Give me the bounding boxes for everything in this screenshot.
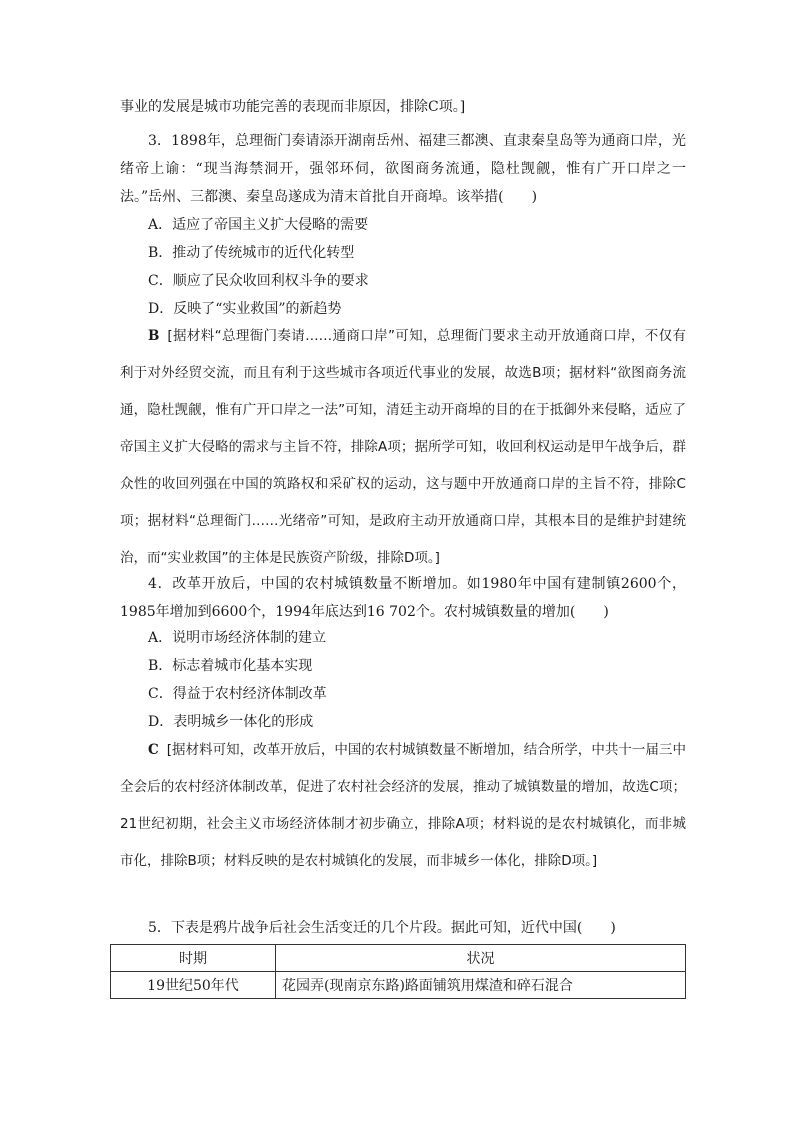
table-header-row: [111, 945, 686, 972]
previous-answer-tail: 事业的发展是城市功能完善的表现而非原因，排除C项。]: [120, 99, 466, 115]
table-cell-status: 花园弄(现南京东路)路面铺筑用煤渣和碎石混合: [276, 972, 686, 999]
question-4-explanation: [据材料可知，改革开放后，中国的农村城镇数量不断增加，结合所学，中共十一届三中全会后的农村经济体制改革，促进了农村社会经济的发展，推动了城镇数量的增加，故选C项；21世纪初期，社会主义市场经济体制才初步确立，排除A项；材料说的是农村城镇化，而非城市化，排除B项；材料反映的是农村城镇化的发展，而非城乡一体化，排除D项。]: [120, 742, 686, 869]
question-4: [120, 570, 686, 626]
table-cell-period: 19世纪50年代: [111, 972, 276, 999]
question-3-option-d: D．反映了“实业救国”的新趋势: [148, 301, 342, 317]
question-3-option-b: B．推动了传统城市的近代化转型: [148, 245, 355, 261]
table-header-period: 时期: [111, 945, 276, 972]
question-3-explanation: [据材料“总理衙门奏请……通商口岸”可知，总理衙门要求主动开放通商口岸，不仅有利于对外经贸交流，而且有利于这些城市各项近代事业的发展，故选B项；据材料“欲图商务流通，隐杜觊觎，惟有广开口岸之一法”可知，清廷主动开商埠的目的在于抵御外来侵略，适应了帝国主义扩大侵略的需求与主旨不符，排除A项；据所学可知，收回利权运动是甲午战争后，群众性的收回列强在中国的筑路权和采矿权的运动，这与题中开放通商口岸的主旨不符，排除C项；据材料“总理衙门……光绪帝”可知，是政府主动开放通商口岸，其根本目的是维护封建统治，而“实业救国”的主体是民族资产阶级，排除D项。]: [120, 328, 686, 566]
question-3-options: [148, 211, 369, 323]
question-3-stem: 3．1898年，总理衙门奏请添开湖南岳州、福建三都澳、直隶秦皇岛等为通商口岸，光绪帝上谕：“现当海禁洞开，强邻环伺，欲图商务流通，隐杜觊觎，惟有广开口岸之一法。”岳州、三都澳、秦皇岛遂成为清末首批自开商埠。该举措( ): [120, 133, 686, 205]
table-header-status: 状况: [276, 945, 686, 972]
question-4-options: [148, 624, 327, 736]
question-4-option-b: B．标志着城市化基本实现: [148, 658, 313, 674]
question-4-answer: [120, 732, 686, 880]
question-4-answer-letter: C: [148, 742, 159, 758]
question-3: [120, 127, 686, 211]
question-5-stem: 5．下表是鸦片战争后社会生活变迁的几个片段。据此可知，近代中国( ): [148, 920, 616, 936]
question-3-option-a: A．适应了帝国主义扩大侵略的需要: [148, 217, 369, 233]
question-4-option-d: D．表明城乡一体化的形成: [148, 714, 314, 730]
question-5: [120, 914, 686, 942]
question-4-stem: 4．改革开放后，中国的农村城镇数量不断增加。如1980年中国有建制镇2600个，1985年增加到6600个，1994年底达到16 702个。农村城镇数量的增加( ): [120, 576, 686, 620]
question-3-answer-letter: B: [148, 328, 160, 344]
question-4-option-c: C．得益于农村经济体制改革: [148, 686, 327, 702]
question-3-answer: [120, 318, 686, 577]
question-4-option-a: A．说明市场经济体制的建立: [148, 630, 327, 646]
question-5-table: [110, 944, 686, 999]
question-3-option-c: C．顺应了民众收回利权斗争的要求: [148, 273, 369, 289]
table-row: [111, 972, 686, 999]
